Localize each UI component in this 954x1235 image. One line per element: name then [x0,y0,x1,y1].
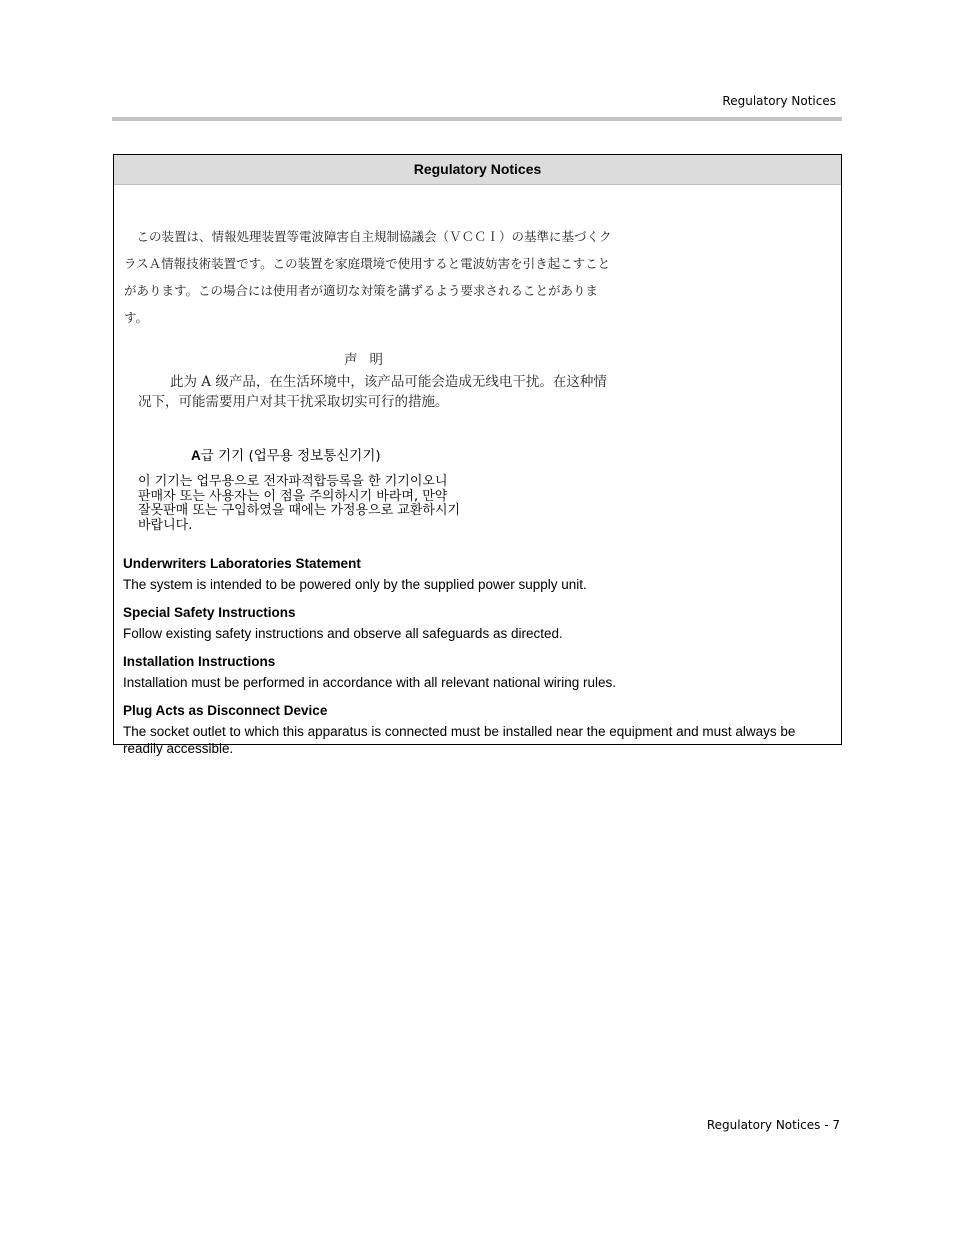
chinese-statement-title: 声明 [344,352,395,368]
notice-sections [123,555,835,768]
section-heading: Installation Instructions [123,654,276,669]
header-rule [112,117,842,121]
section-heading: Plug Acts as Disconnect Device [123,703,328,718]
korean-line: 판매자 또는 사용자는 이 점을 주의하시기 바라며, 만약 [138,488,448,504]
japanese-line: す。 [124,310,149,325]
korean-statement [138,475,460,533]
section-heading: Special Safety Instructions [123,605,296,620]
korean-statement-title [191,444,381,464]
korean-line: 바랍니다. [138,517,193,533]
korean-line: 잘못판매 또는 구입하였을 때에는 가정용으로 교환하시기 [138,503,461,518]
korean-line: 이 기기는 업무용으로 전자파적합등록을 한 기기이오니 [138,474,448,489]
section-text: Follow existing safety instructions and observe all safeguards as directed. [123,626,563,641]
section-text: Installation must be performed in accordance with all relevant national wiring rules. [123,675,617,690]
japanese-line: この装置は、情報処理装置等電波障害自主規制協議会（ＶＣＣＩ）の基準に基づくク [124,229,612,244]
notice-section-installation [123,653,835,691]
notice-section-safety [123,604,835,642]
notice-box-title: Regulatory Notices [114,155,841,185]
japanese-line: ラスＡ情報技術装置です。この装置を家庭環境で使用すると電波妨害を引き起こすこと [124,256,611,271]
chinese-statement [132,348,632,410]
chinese-line: 况下，可能需要用户对其干扰采取切实可行的措施。 [138,394,449,410]
notice-section-ul [123,555,835,593]
section-text: The socket outlet to which this apparatus is connected must be installed near the equipment and must always be readily accessible. [123,724,796,756]
running-header: Regulatory Notices [722,94,836,108]
korean-title-rest: 급 기기 (업무용 정보통신기기) [200,448,381,464]
page-footer: Regulatory Notices - 7 [706,1118,840,1132]
korean-title-prefix: A [191,448,201,463]
chinese-line: 此为 A 级产品，在生活环境中，该产品可能会造成无线电干扰。在这种情 [170,374,607,390]
regulatory-notice-box [113,154,842,756]
notice-section-disconnect [123,702,835,757]
section-heading: Underwriters Laboratories Statement [123,556,361,571]
section-text: The system is intended to be powered only by the supplied power supply unit. [123,577,587,592]
vcci-japanese-statement [124,227,684,335]
japanese-line: があります。この場合には使用者が適切な対策を講ずるよう要求されることがありま [124,283,599,298]
